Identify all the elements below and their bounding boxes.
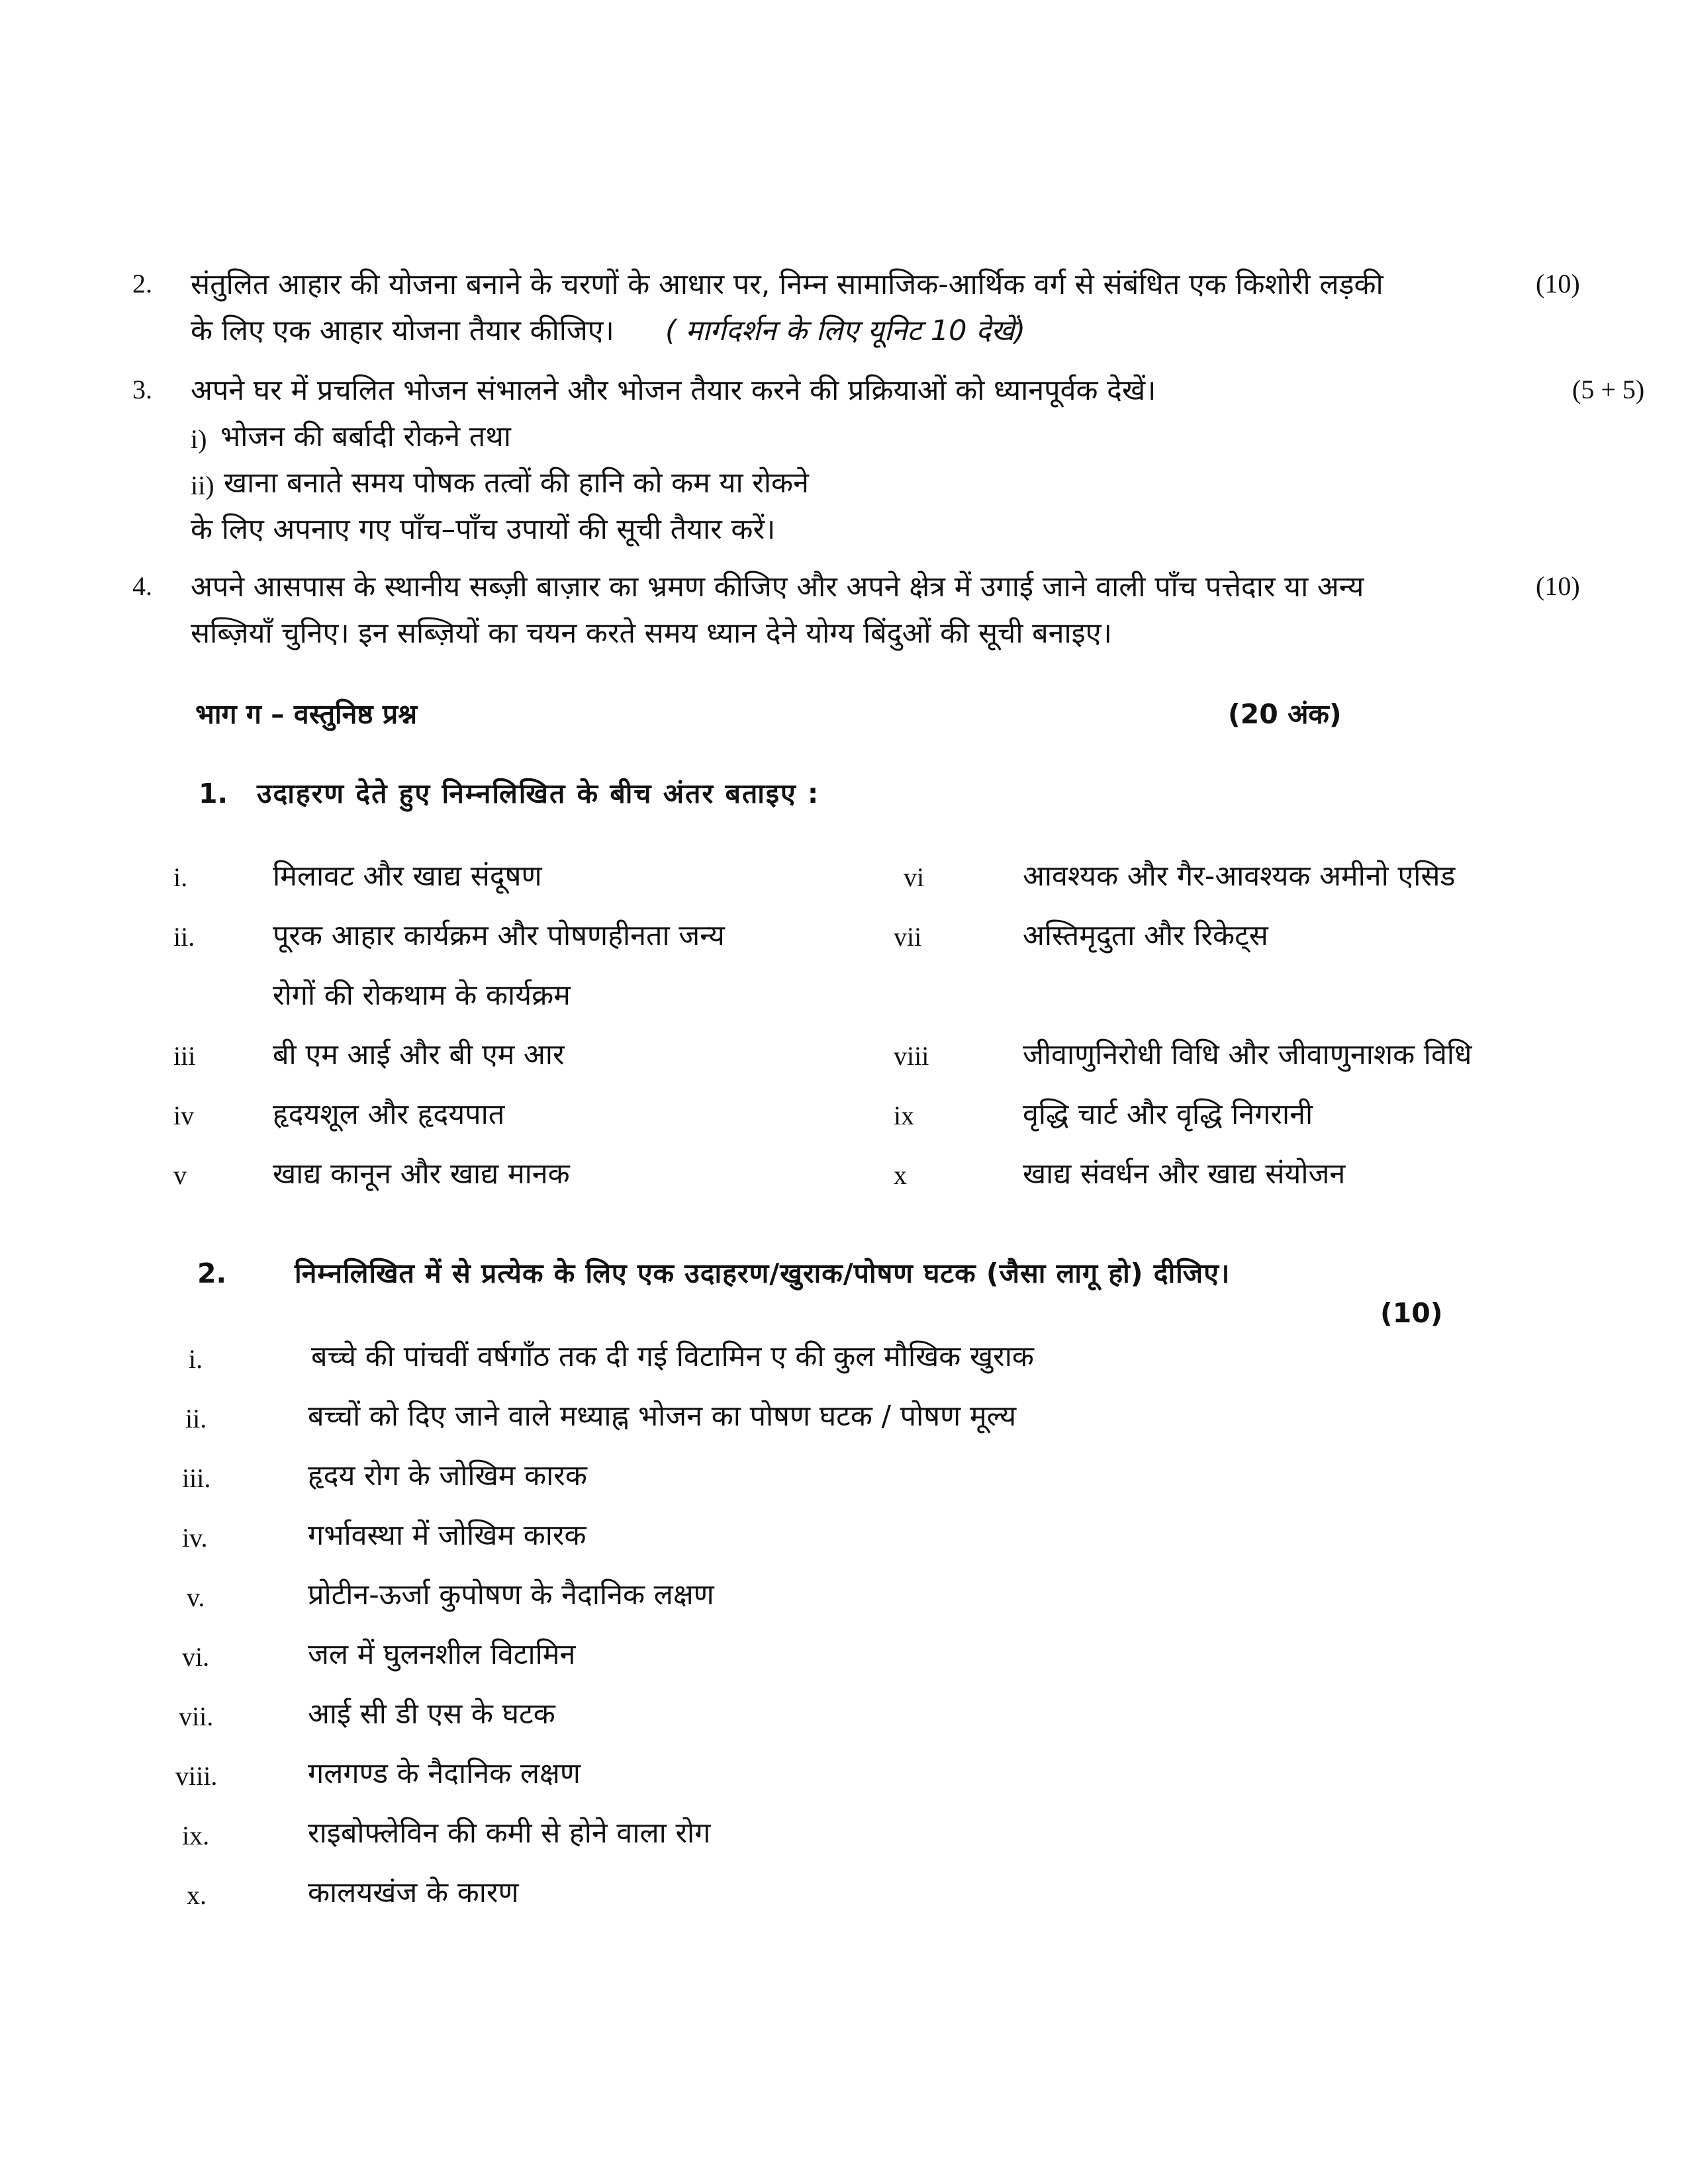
list-item-number: vii.: [179, 1702, 214, 1731]
item-text: बी एम आई और बी एम आर: [273, 1038, 565, 1071]
item-text: मिलावट और खाद्य संदूषण: [273, 860, 542, 893]
question-number: 4.: [132, 571, 152, 601]
list-item-text: प्रोटीन-ऊर्जा कुपोषण के नैदानिक लक्षण: [308, 1578, 714, 1612]
item-number: ix: [894, 1101, 915, 1130]
item-text: अस्तिमृदुता और रिकेट्स: [1023, 919, 1268, 952]
list-item-text: आई सी डी एस के घटक: [308, 1698, 555, 1731]
question-number: 3.: [132, 375, 152, 404]
item-text: हृदयशूल और हृदयपात: [273, 1098, 505, 1131]
question-number: 2.: [197, 1257, 227, 1289]
sub-item-text: खाना बनाते समय पोषक तत्वों की हानि को कम या रोकने: [224, 467, 809, 500]
sub-item-text: भोजन की बर्बादी रोकने तथा: [220, 420, 511, 453]
question-number: 1.: [199, 778, 228, 809]
item-number: v: [173, 1160, 187, 1190]
list-item-number: ii.: [185, 1404, 207, 1433]
item-number: x: [894, 1160, 907, 1190]
item-text-continued: रोगों की रोकथाम के कार्यक्रम: [273, 979, 571, 1012]
list-item-number: iii.: [182, 1463, 211, 1493]
list-item-number: iv.: [182, 1523, 208, 1553]
item-text: खाद्य संवर्धन और खाद्य संयोजन: [1023, 1158, 1346, 1191]
list-item-text: बच्चे की पांचवीं वर्षगाँठ तक दी गई विटामिन ए की कुल मौखिक खुराक: [311, 1340, 1034, 1373]
question-text-line: संतुलित आहार की योजना बनाने के चरणों के आधार पर, निम्न सामाजिक-आर्थिक वर्ग से संबंधित एक किशोरी लड़की: [191, 268, 1383, 301]
question-marks: (10): [1380, 1297, 1443, 1329]
item-text: खाद्य कानून और खाद्य मानक: [273, 1158, 570, 1191]
list-item-number: ix.: [182, 1821, 210, 1850]
question-text: निम्नलिखित में से प्रत्येक के लिए एक उदाहरण/खुराक/पोषण घटक (जैसा लागू हो) दीजिए।: [295, 1257, 1231, 1289]
question-marks: (10): [1536, 571, 1580, 601]
list-item-text: गलगण्ड के नैदानिक लक्षण: [308, 1757, 581, 1790]
list-item-number: viii.: [175, 1761, 218, 1791]
question-text-line: सब्ज़ियाँ चुनिए। इन सब्ज़ियों का चयन करते समय ध्यान देने योग्य बिंदुओं की सूची बनाइए।: [191, 617, 1112, 650]
list-item-text: गर्भावस्था में जोखिम कारक: [308, 1519, 586, 1552]
item-number: vi: [904, 862, 925, 892]
question-text-line: अपने घर में प्रचलित भोजन संभालने और भोजन तैयार करने की प्रक्रियाओं को ध्यानपूर्वक देखें।: [191, 374, 1156, 407]
section-marks: (20 अंक): [1228, 698, 1342, 730]
sub-item-number: i): [191, 424, 207, 454]
question-closing-line: के लिए अपनाए गए पाँच–पाँच उपायों की सूची तैयार करें।: [191, 513, 776, 546]
item-number: ii.: [173, 922, 195, 952]
list-item-text: राइबोफ्लेविन की कमी से होने वाला रोग: [308, 1817, 711, 1850]
list-item-number: x.: [187, 1880, 207, 1910]
question-note: ( मार्गदर्शन के लिए यूनिट 10 देखें): [665, 314, 1025, 347]
question-text-line: के लिए एक आहार योजना तैयार कीजिए।: [191, 314, 614, 347]
item-number: i.: [173, 862, 188, 892]
section-title: भाग ग – वस्तुनिष्ठ प्रश्न: [195, 698, 418, 730]
item-number: vii: [894, 922, 922, 952]
question-text-line: अपने आसपास के स्थानीय सब्ज़ी बाज़ार का भ्रमण कीजिए और अपने क्षेत्र में उगाई जाने वाली पाँच पत्तेदार या अन्य: [191, 570, 1364, 604]
list-item-number: vi.: [182, 1642, 210, 1672]
item-text: जीवाणुनिरोधी विधि और जीवाणुनाशक विधि: [1023, 1038, 1472, 1071]
list-item-number: v.: [187, 1582, 205, 1612]
question-number: 2.: [132, 269, 152, 298]
item-text: वृद्धि चार्ट और वृद्धि निगरानी: [1023, 1098, 1313, 1131]
list-item-text: बच्चों को दिए जाने वाले मध्याह्न भोजन का पोषण घटक / पोषण मूल्य: [308, 1400, 1017, 1433]
sub-item-number: ii): [191, 471, 214, 500]
list-item-number: i.: [189, 1344, 203, 1374]
question-text: उदाहरण देते हुए निम्नलिखित के बीच अंतर बताइए :: [257, 778, 820, 809]
question-marks: (10): [1536, 269, 1580, 298]
list-item-text: जल में घुलनशील विटामिन: [308, 1638, 576, 1671]
item-number: viii: [894, 1041, 929, 1071]
question-marks: (5 + 5): [1572, 375, 1645, 404]
item-number: iv: [173, 1101, 195, 1130]
list-item-text: कालयखंज के कारण: [308, 1876, 519, 1909]
item-text: आवश्यक और गैर-आवश्यक अमीनो एसिड: [1023, 860, 1456, 893]
item-number: iii: [173, 1041, 196, 1071]
item-text: पूरक आहार कार्यक्रम और पोषणहीनता जन्य: [273, 919, 725, 952]
list-item-text: हृदय रोग के जोखिम कारक: [308, 1459, 587, 1492]
